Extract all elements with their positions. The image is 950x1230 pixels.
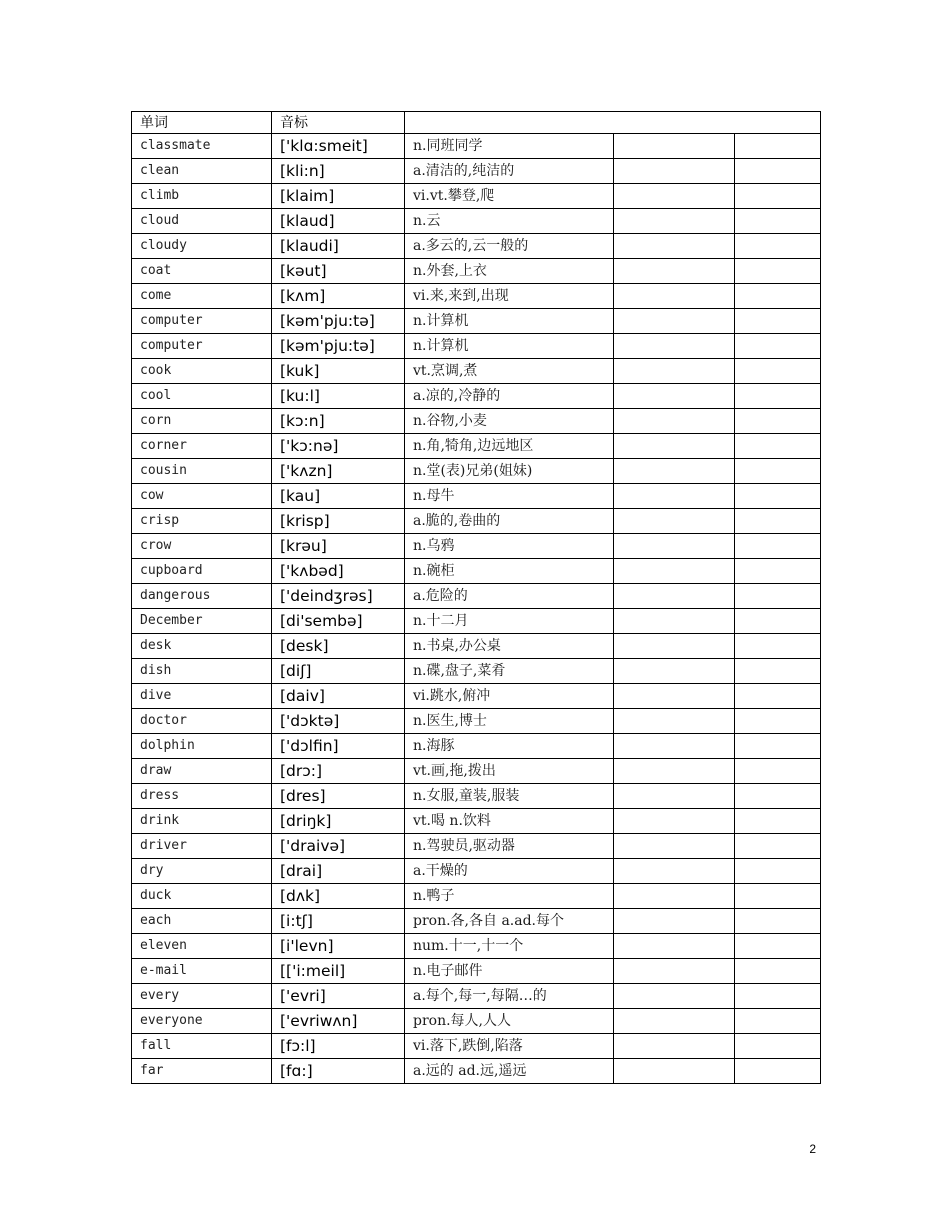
empty-cell: [614, 184, 735, 209]
word-cell: December: [132, 609, 272, 634]
empty-cell: [735, 434, 821, 459]
empty-cell: [614, 959, 735, 984]
empty-cell: [614, 609, 735, 634]
empty-cell: [735, 809, 821, 834]
table-row: [132, 1009, 821, 1034]
empty-cell: [614, 484, 735, 509]
word-cell: far: [132, 1059, 272, 1084]
empty-cell: [735, 659, 821, 684]
table-row: [132, 209, 821, 234]
table-row: [132, 484, 821, 509]
word-cell: fall: [132, 1034, 272, 1059]
meaning-cell: vi.跳水,俯冲: [405, 684, 614, 709]
word-cell: crow: [132, 534, 272, 559]
word-cell: cousin: [132, 459, 272, 484]
meaning-cell: vt.画,拖,拨出: [405, 759, 614, 784]
phonetic-cell: [kəm'pju:tə]: [272, 309, 405, 334]
phonetic-cell: [diʃ]: [272, 659, 405, 684]
word-cell: dress: [132, 784, 272, 809]
word-cell: cloudy: [132, 234, 272, 259]
phonetic-cell: ['kʌzn]: [272, 459, 405, 484]
table-row: [132, 459, 821, 484]
empty-cell: [614, 859, 735, 884]
word-cell: cool: [132, 384, 272, 409]
empty-cell: [614, 909, 735, 934]
empty-cell: [614, 759, 735, 784]
word-cell: cloud: [132, 209, 272, 234]
empty-cell: [614, 559, 735, 584]
word-cell: everyone: [132, 1009, 272, 1034]
table-row: [132, 384, 821, 409]
word-cell: crisp: [132, 509, 272, 534]
word-cell: every: [132, 984, 272, 1009]
word-cell: eleven: [132, 934, 272, 959]
word-cell: e-mail: [132, 959, 272, 984]
table-row: [132, 659, 821, 684]
meaning-cell: a.干燥的: [405, 859, 614, 884]
meaning-cell: n.碟,盘子,菜肴: [405, 659, 614, 684]
meaning-cell: n.堂(表)兄弟(姐妹): [405, 459, 614, 484]
empty-cell: [614, 209, 735, 234]
meaning-cell: vi.来,来到,出现: [405, 284, 614, 309]
phonetic-cell: [kəut]: [272, 259, 405, 284]
phonetic-cell: [klaim]: [272, 184, 405, 209]
word-cell: dive: [132, 684, 272, 709]
phonetic-cell: [dres]: [272, 784, 405, 809]
meaning-cell: n.十二月: [405, 609, 614, 634]
table-row: [132, 234, 821, 259]
table-row: [132, 309, 821, 334]
empty-cell: [614, 1034, 735, 1059]
phonetic-cell: ['dɔktə]: [272, 709, 405, 734]
meaning-cell: n.书桌,办公桌: [405, 634, 614, 659]
word-cell: coat: [132, 259, 272, 284]
empty-cell: [614, 134, 735, 159]
meaning-cell: n.计算机: [405, 309, 614, 334]
meaning-cell: a.凉的,冷静的: [405, 384, 614, 409]
empty-cell: [735, 834, 821, 859]
meaning-cell: num.十一,十一个: [405, 934, 614, 959]
meaning-cell: n.碗柜: [405, 559, 614, 584]
empty-cell: [614, 984, 735, 1009]
word-cell: drink: [132, 809, 272, 834]
word-cell: dry: [132, 859, 272, 884]
phonetic-cell: [kli:n]: [272, 159, 405, 184]
table-row: [132, 409, 821, 434]
word-cell: clean: [132, 159, 272, 184]
meaning-cell: vt.烹调,煮: [405, 359, 614, 384]
empty-cell: [735, 859, 821, 884]
phonetic-cell: ['klɑ:smeit]: [272, 134, 405, 159]
phonetic-cell: ['evri]: [272, 984, 405, 1009]
word-cell: come: [132, 284, 272, 309]
meaning-cell: n.医生,博士: [405, 709, 614, 734]
table-row: [132, 684, 821, 709]
phonetic-cell: ['kʌbəd]: [272, 559, 405, 584]
empty-cell: [735, 909, 821, 934]
table-row: [132, 884, 821, 909]
empty-cell: [735, 559, 821, 584]
table-row: [132, 134, 821, 159]
empty-cell: [735, 509, 821, 534]
meaning-cell: vi.落下,跌倒,陷落: [405, 1034, 614, 1059]
meaning-cell: n.计算机: [405, 334, 614, 359]
empty-cell: [735, 484, 821, 509]
phonetic-cell: [kəm'pju:tə]: [272, 334, 405, 359]
empty-cell: [614, 1059, 735, 1084]
empty-cell: [614, 1009, 735, 1034]
phonetic-cell: ['dɔlfin]: [272, 734, 405, 759]
empty-cell: [614, 584, 735, 609]
header-meaning: [405, 112, 821, 134]
table-row: [132, 759, 821, 784]
meaning-cell: n.角,犄角,边远地区: [405, 434, 614, 459]
empty-cell: [735, 584, 821, 609]
table-row: [132, 509, 821, 534]
empty-cell: [735, 959, 821, 984]
empty-cell: [735, 784, 821, 809]
empty-cell: [614, 309, 735, 334]
page-number: 2: [809, 1142, 816, 1156]
table-row: [132, 184, 821, 209]
empty-cell: [735, 259, 821, 284]
meaning-cell: n.驾驶员,驱动器: [405, 834, 614, 859]
word-cell: driver: [132, 834, 272, 859]
table-row: [132, 959, 821, 984]
table-row: [132, 159, 821, 184]
word-cell: computer: [132, 334, 272, 359]
meaning-cell: pron.各,各自 a.ad.每个: [405, 909, 614, 934]
phonetic-cell: [ku:l]: [272, 384, 405, 409]
word-cell: doctor: [132, 709, 272, 734]
empty-cell: [614, 809, 735, 834]
empty-cell: [735, 409, 821, 434]
meaning-cell: n.同班同学: [405, 134, 614, 159]
empty-cell: [735, 884, 821, 909]
empty-cell: [614, 534, 735, 559]
meaning-cell: n.女服,童装,服装: [405, 784, 614, 809]
phonetic-cell: [fɔ:l]: [272, 1034, 405, 1059]
phonetic-cell: [klaudi]: [272, 234, 405, 259]
meaning-cell: n.海豚: [405, 734, 614, 759]
meaning-cell: a.远的 ad.远,遥远: [405, 1059, 614, 1084]
table-row: [132, 934, 821, 959]
table-row: [132, 734, 821, 759]
empty-cell: [614, 259, 735, 284]
phonetic-cell: [kɔ:n]: [272, 409, 405, 434]
empty-cell: [614, 409, 735, 434]
meaning-cell: n.鸭子: [405, 884, 614, 909]
table-row: [132, 434, 821, 459]
word-cell: dangerous: [132, 584, 272, 609]
empty-cell: [735, 284, 821, 309]
table-row: [132, 1034, 821, 1059]
meaning-cell: a.多云的,云一般的: [405, 234, 614, 259]
word-cell: classmate: [132, 134, 272, 159]
phonetic-cell: [dʌk]: [272, 884, 405, 909]
meaning-cell: n.云: [405, 209, 614, 234]
table-row: [132, 1059, 821, 1084]
meaning-cell: n.谷物,小麦: [405, 409, 614, 434]
meaning-cell: pron.每人,人人: [405, 1009, 614, 1034]
vocabulary-table: [131, 111, 821, 1084]
meaning-cell: n.乌鸦: [405, 534, 614, 559]
empty-cell: [614, 459, 735, 484]
empty-cell: [735, 1059, 821, 1084]
empty-cell: [614, 234, 735, 259]
phonetic-cell: [kau]: [272, 484, 405, 509]
empty-cell: [735, 359, 821, 384]
meaning-cell: a.清洁的,纯洁的: [405, 159, 614, 184]
empty-cell: [735, 684, 821, 709]
meaning-cell: a.脆的,卷曲的: [405, 509, 614, 534]
empty-cell: [735, 634, 821, 659]
phonetic-cell: [di'sembə]: [272, 609, 405, 634]
phonetic-cell: [krisp]: [272, 509, 405, 534]
table-header-row: [132, 112, 821, 134]
phonetic-cell: [daiv]: [272, 684, 405, 709]
phonetic-cell: [kuk]: [272, 359, 405, 384]
empty-cell: [735, 209, 821, 234]
empty-cell: [735, 734, 821, 759]
empty-cell: [735, 334, 821, 359]
phonetic-cell: [drɔ:]: [272, 759, 405, 784]
empty-cell: [614, 934, 735, 959]
table-row: [132, 359, 821, 384]
empty-cell: [735, 609, 821, 634]
table-row: [132, 534, 821, 559]
table-row: [132, 284, 821, 309]
phonetic-cell: ['evriwʌn]: [272, 1009, 405, 1034]
empty-cell: [735, 459, 821, 484]
empty-cell: [735, 384, 821, 409]
word-cell: computer: [132, 309, 272, 334]
empty-cell: [614, 434, 735, 459]
word-cell: cow: [132, 484, 272, 509]
table-row: [132, 634, 821, 659]
word-cell: climb: [132, 184, 272, 209]
empty-cell: [735, 1009, 821, 1034]
phonetic-cell: [['i:meil]: [272, 959, 405, 984]
word-cell: duck: [132, 884, 272, 909]
empty-cell: [614, 384, 735, 409]
table-row: [132, 334, 821, 359]
meaning-cell: n.外套,上衣: [405, 259, 614, 284]
phonetic-cell: ['deindʒrəs]: [272, 584, 405, 609]
word-cell: corn: [132, 409, 272, 434]
table-row: [132, 809, 821, 834]
empty-cell: [614, 334, 735, 359]
word-cell: dish: [132, 659, 272, 684]
phonetic-cell: [i'levn]: [272, 934, 405, 959]
empty-cell: [735, 1034, 821, 1059]
empty-cell: [735, 309, 821, 334]
table-row: [132, 909, 821, 934]
empty-cell: [614, 734, 735, 759]
word-cell: desk: [132, 634, 272, 659]
phonetic-cell: [kʌm]: [272, 284, 405, 309]
table-row: [132, 859, 821, 884]
empty-cell: [735, 709, 821, 734]
table-row: [132, 784, 821, 809]
table-row: [132, 584, 821, 609]
phonetic-cell: ['draivə]: [272, 834, 405, 859]
word-cell: corner: [132, 434, 272, 459]
meaning-cell: a.每个,每一,每隔…的: [405, 984, 614, 1009]
empty-cell: [614, 509, 735, 534]
vocabulary-table-body: [132, 112, 821, 1084]
empty-cell: [735, 934, 821, 959]
empty-cell: [614, 884, 735, 909]
phonetic-cell: [driŋk]: [272, 809, 405, 834]
word-cell: dolphin: [132, 734, 272, 759]
word-cell: each: [132, 909, 272, 934]
empty-cell: [735, 134, 821, 159]
empty-cell: [614, 709, 735, 734]
empty-cell: [735, 184, 821, 209]
word-cell: cupboard: [132, 559, 272, 584]
empty-cell: [735, 759, 821, 784]
phonetic-cell: [fɑ:]: [272, 1059, 405, 1084]
meaning-cell: a.危险的: [405, 584, 614, 609]
empty-cell: [614, 634, 735, 659]
empty-cell: [735, 984, 821, 1009]
meaning-cell: vt.喝 n.饮料: [405, 809, 614, 834]
empty-cell: [614, 784, 735, 809]
empty-cell: [614, 684, 735, 709]
empty-cell: [614, 659, 735, 684]
empty-cell: [614, 159, 735, 184]
empty-cell: [614, 284, 735, 309]
meaning-cell: n.电子邮件: [405, 959, 614, 984]
table-row: [132, 259, 821, 284]
table-row: [132, 559, 821, 584]
phonetic-cell: [klaud]: [272, 209, 405, 234]
meaning-cell: n.母牛: [405, 484, 614, 509]
meaning-cell: vi.vt.攀登,爬: [405, 184, 614, 209]
phonetic-cell: [i:tʃ]: [272, 909, 405, 934]
word-cell: draw: [132, 759, 272, 784]
empty-cell: [614, 359, 735, 384]
phonetic-cell: [krəu]: [272, 534, 405, 559]
phonetic-cell: [drai]: [272, 859, 405, 884]
header-word: 单词: [132, 112, 272, 134]
phonetic-cell: ['kɔ:nə]: [272, 434, 405, 459]
table-row: [132, 834, 821, 859]
table-row: [132, 984, 821, 1009]
table-row: [132, 609, 821, 634]
word-cell: cook: [132, 359, 272, 384]
empty-cell: [614, 834, 735, 859]
phonetic-cell: [desk]: [272, 634, 405, 659]
header-phonetic: 音标: [272, 112, 405, 134]
empty-cell: [735, 534, 821, 559]
table-row: [132, 709, 821, 734]
empty-cell: [735, 234, 821, 259]
empty-cell: [735, 159, 821, 184]
